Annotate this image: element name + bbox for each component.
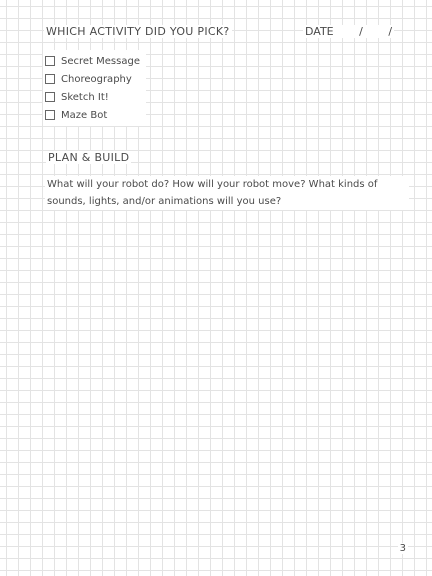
activity-option-sketch-it[interactable]	[45, 88, 140, 106]
checkbox[interactable]	[45, 92, 55, 102]
activity-option-secret-message[interactable]	[45, 52, 140, 70]
date-separator: /	[388, 25, 393, 38]
activity-checklist	[43, 50, 146, 126]
activity-option-choreography[interactable]	[45, 70, 140, 88]
option-label: Secret Message	[61, 55, 140, 67]
option-label: Maze Bot	[61, 109, 108, 121]
date-field[interactable]	[303, 25, 394, 38]
option-label: Sketch It!	[61, 91, 109, 103]
plan-prompt-text: What will your robot do? How will your robot move? What kinds of sounds, lights, and/or animations will you use?	[45, 176, 409, 210]
checkbox[interactable]	[45, 74, 55, 84]
checkbox[interactable]	[45, 56, 55, 66]
activity-heading: WHICH ACTIVITY DID YOU PICK?	[46, 25, 230, 38]
date-separator: /	[359, 25, 363, 38]
page-number: 3	[399, 543, 406, 554]
checkbox[interactable]	[45, 110, 55, 120]
plan-build-heading: PLAN & BUILD	[48, 151, 130, 164]
option-label: Choreography	[61, 73, 132, 85]
activity-option-maze-bot[interactable]	[45, 106, 140, 124]
date-label: DATE	[305, 25, 334, 38]
